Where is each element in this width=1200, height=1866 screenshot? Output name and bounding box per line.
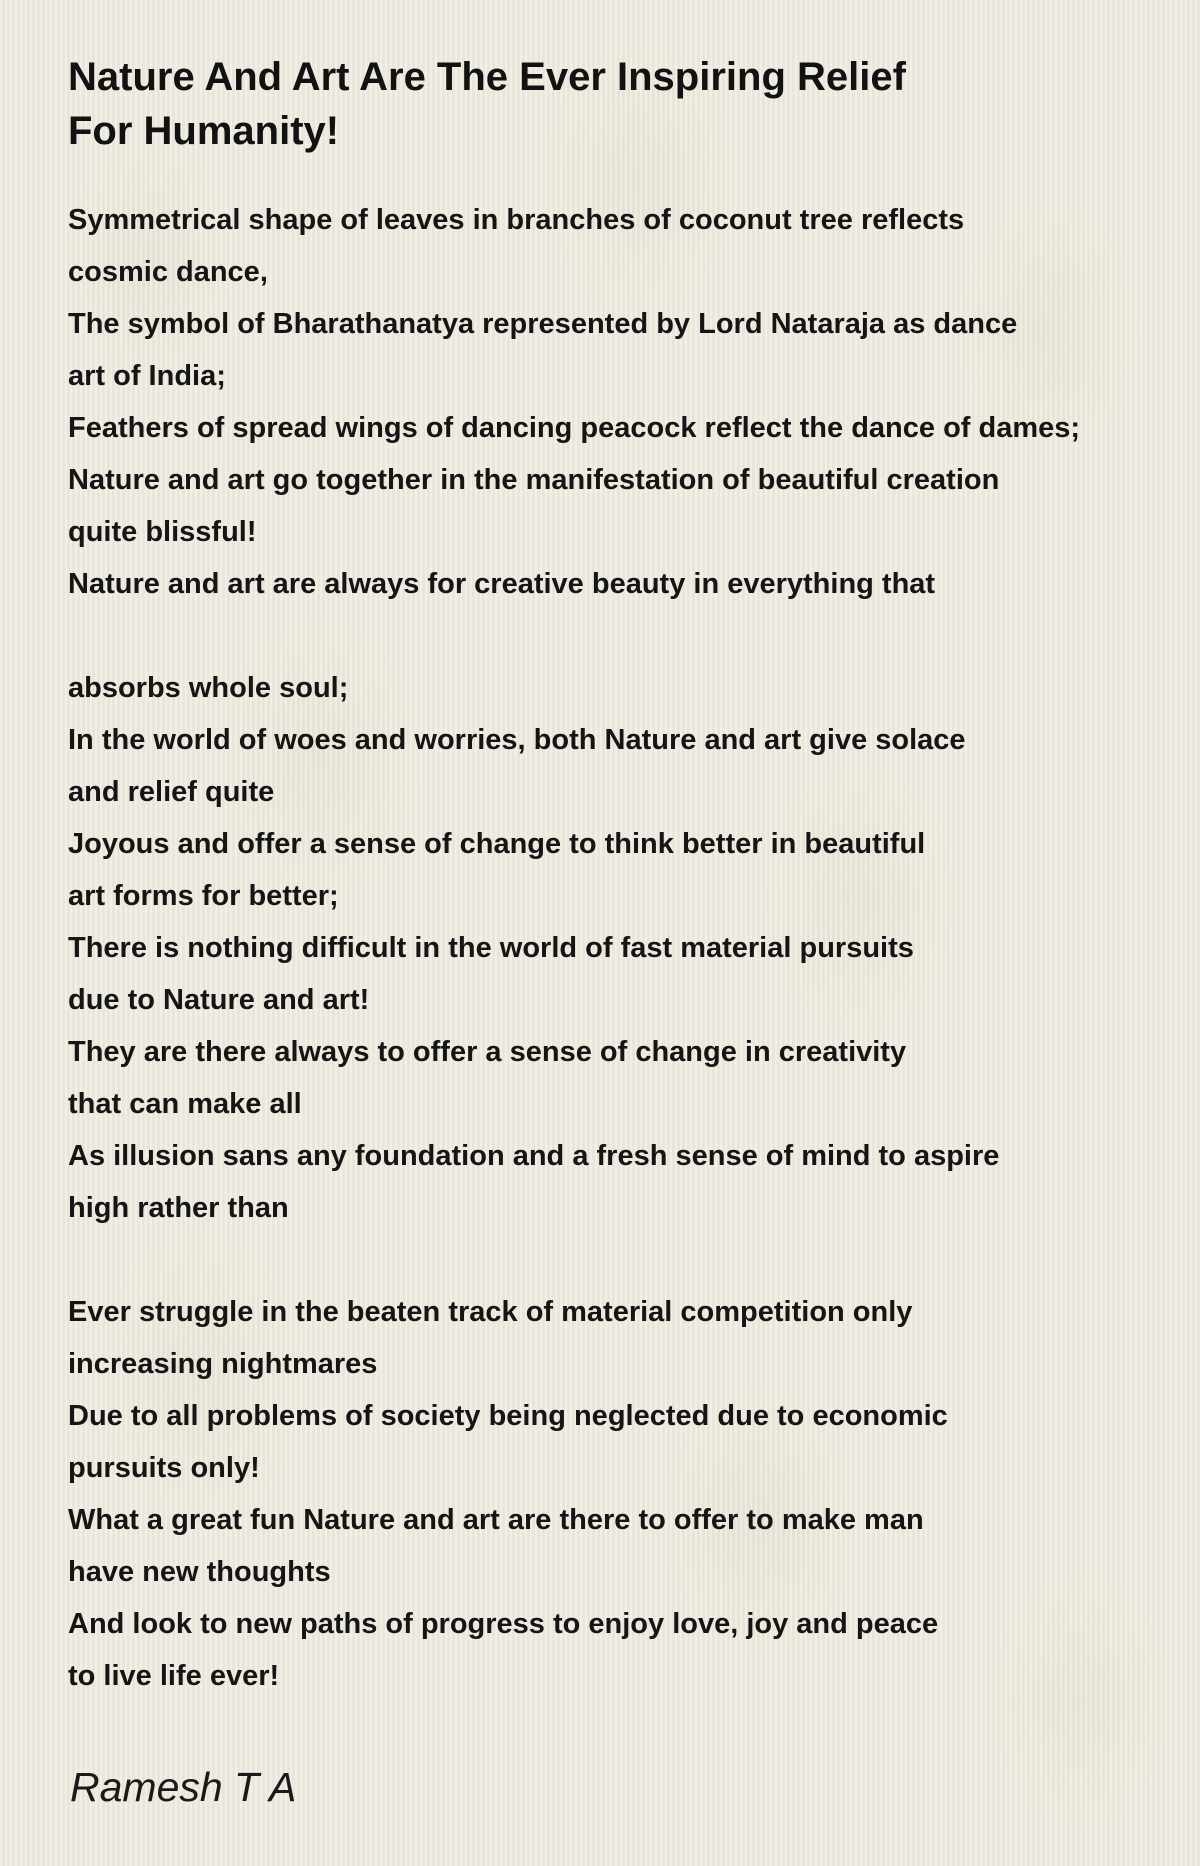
poem-line: Nature and art go together in the manifestation of beautiful creation — [68, 464, 1000, 496]
poem-line: art forms for better; — [68, 880, 339, 912]
poem-line: Ever struggle in the beaten track of material competition only — [68, 1296, 913, 1328]
poem-line: art of India; — [68, 360, 226, 392]
poem-line: The symbol of Bharathanatya represented by Lord Nataraja as dance — [68, 308, 1018, 340]
poem-title-line: For Humanity! — [68, 109, 340, 153]
poem-line: They are there always to offer a sense of change in creativity — [68, 1036, 907, 1068]
poem-line: increasing nightmares — [68, 1348, 378, 1380]
poem-line: In the world of woes and worries, both Nature and art give solace — [68, 724, 966, 756]
poem-line: Symmetrical shape of leaves in branches of coconut tree reflects — [68, 204, 965, 236]
poem-line: cosmic dance, — [68, 256, 268, 288]
poem-line: And look to new paths of progress to enjoy love, joy and peace — [68, 1608, 939, 1640]
poem-line: have new thoughts — [68, 1556, 331, 1588]
poem-line: that can make all — [68, 1088, 302, 1120]
poem-blank-line — [68, 1234, 1188, 1286]
poem-line: to live life ever! — [68, 1660, 280, 1692]
poem-title — [68, 50, 1188, 158]
poem-line: There is nothing difficult in the world of fast material pursuits — [68, 932, 914, 964]
poem-line: Joyous and offer a sense of change to think better in beautiful — [68, 828, 926, 860]
poem-line: pursuits only! — [68, 1452, 260, 1484]
poem-line: Due to all problems of society being neglected due to economic — [68, 1400, 948, 1432]
poem-line: Nature and art are always for creative beauty in everything that — [68, 568, 936, 600]
poem-line: due to Nature and art! — [68, 984, 370, 1016]
poem-line: and relief quite — [68, 776, 275, 808]
poem-title-line: Nature And Art Are The Ever Inspiring Relief — [68, 55, 906, 99]
poem-line: absorbs whole soul; — [68, 672, 349, 704]
poem-card — [68, 50, 1188, 1702]
poem-body — [68, 194, 1188, 1702]
poem-author: Ramesh T A — [70, 1764, 297, 1810]
poem-line: As illusion sans any foundation and a fresh sense of mind to aspire — [68, 1140, 1000, 1172]
poem-line: high rather than — [68, 1192, 289, 1224]
poem-line: What a great fun Nature and art are there to offer to make man — [68, 1504, 924, 1536]
poem-line: quite blissful! — [68, 516, 257, 548]
poem-blank-line — [68, 610, 1188, 662]
poem-line: Feathers of spread wings of dancing peacock reflect the dance of dames; — [68, 412, 1081, 444]
